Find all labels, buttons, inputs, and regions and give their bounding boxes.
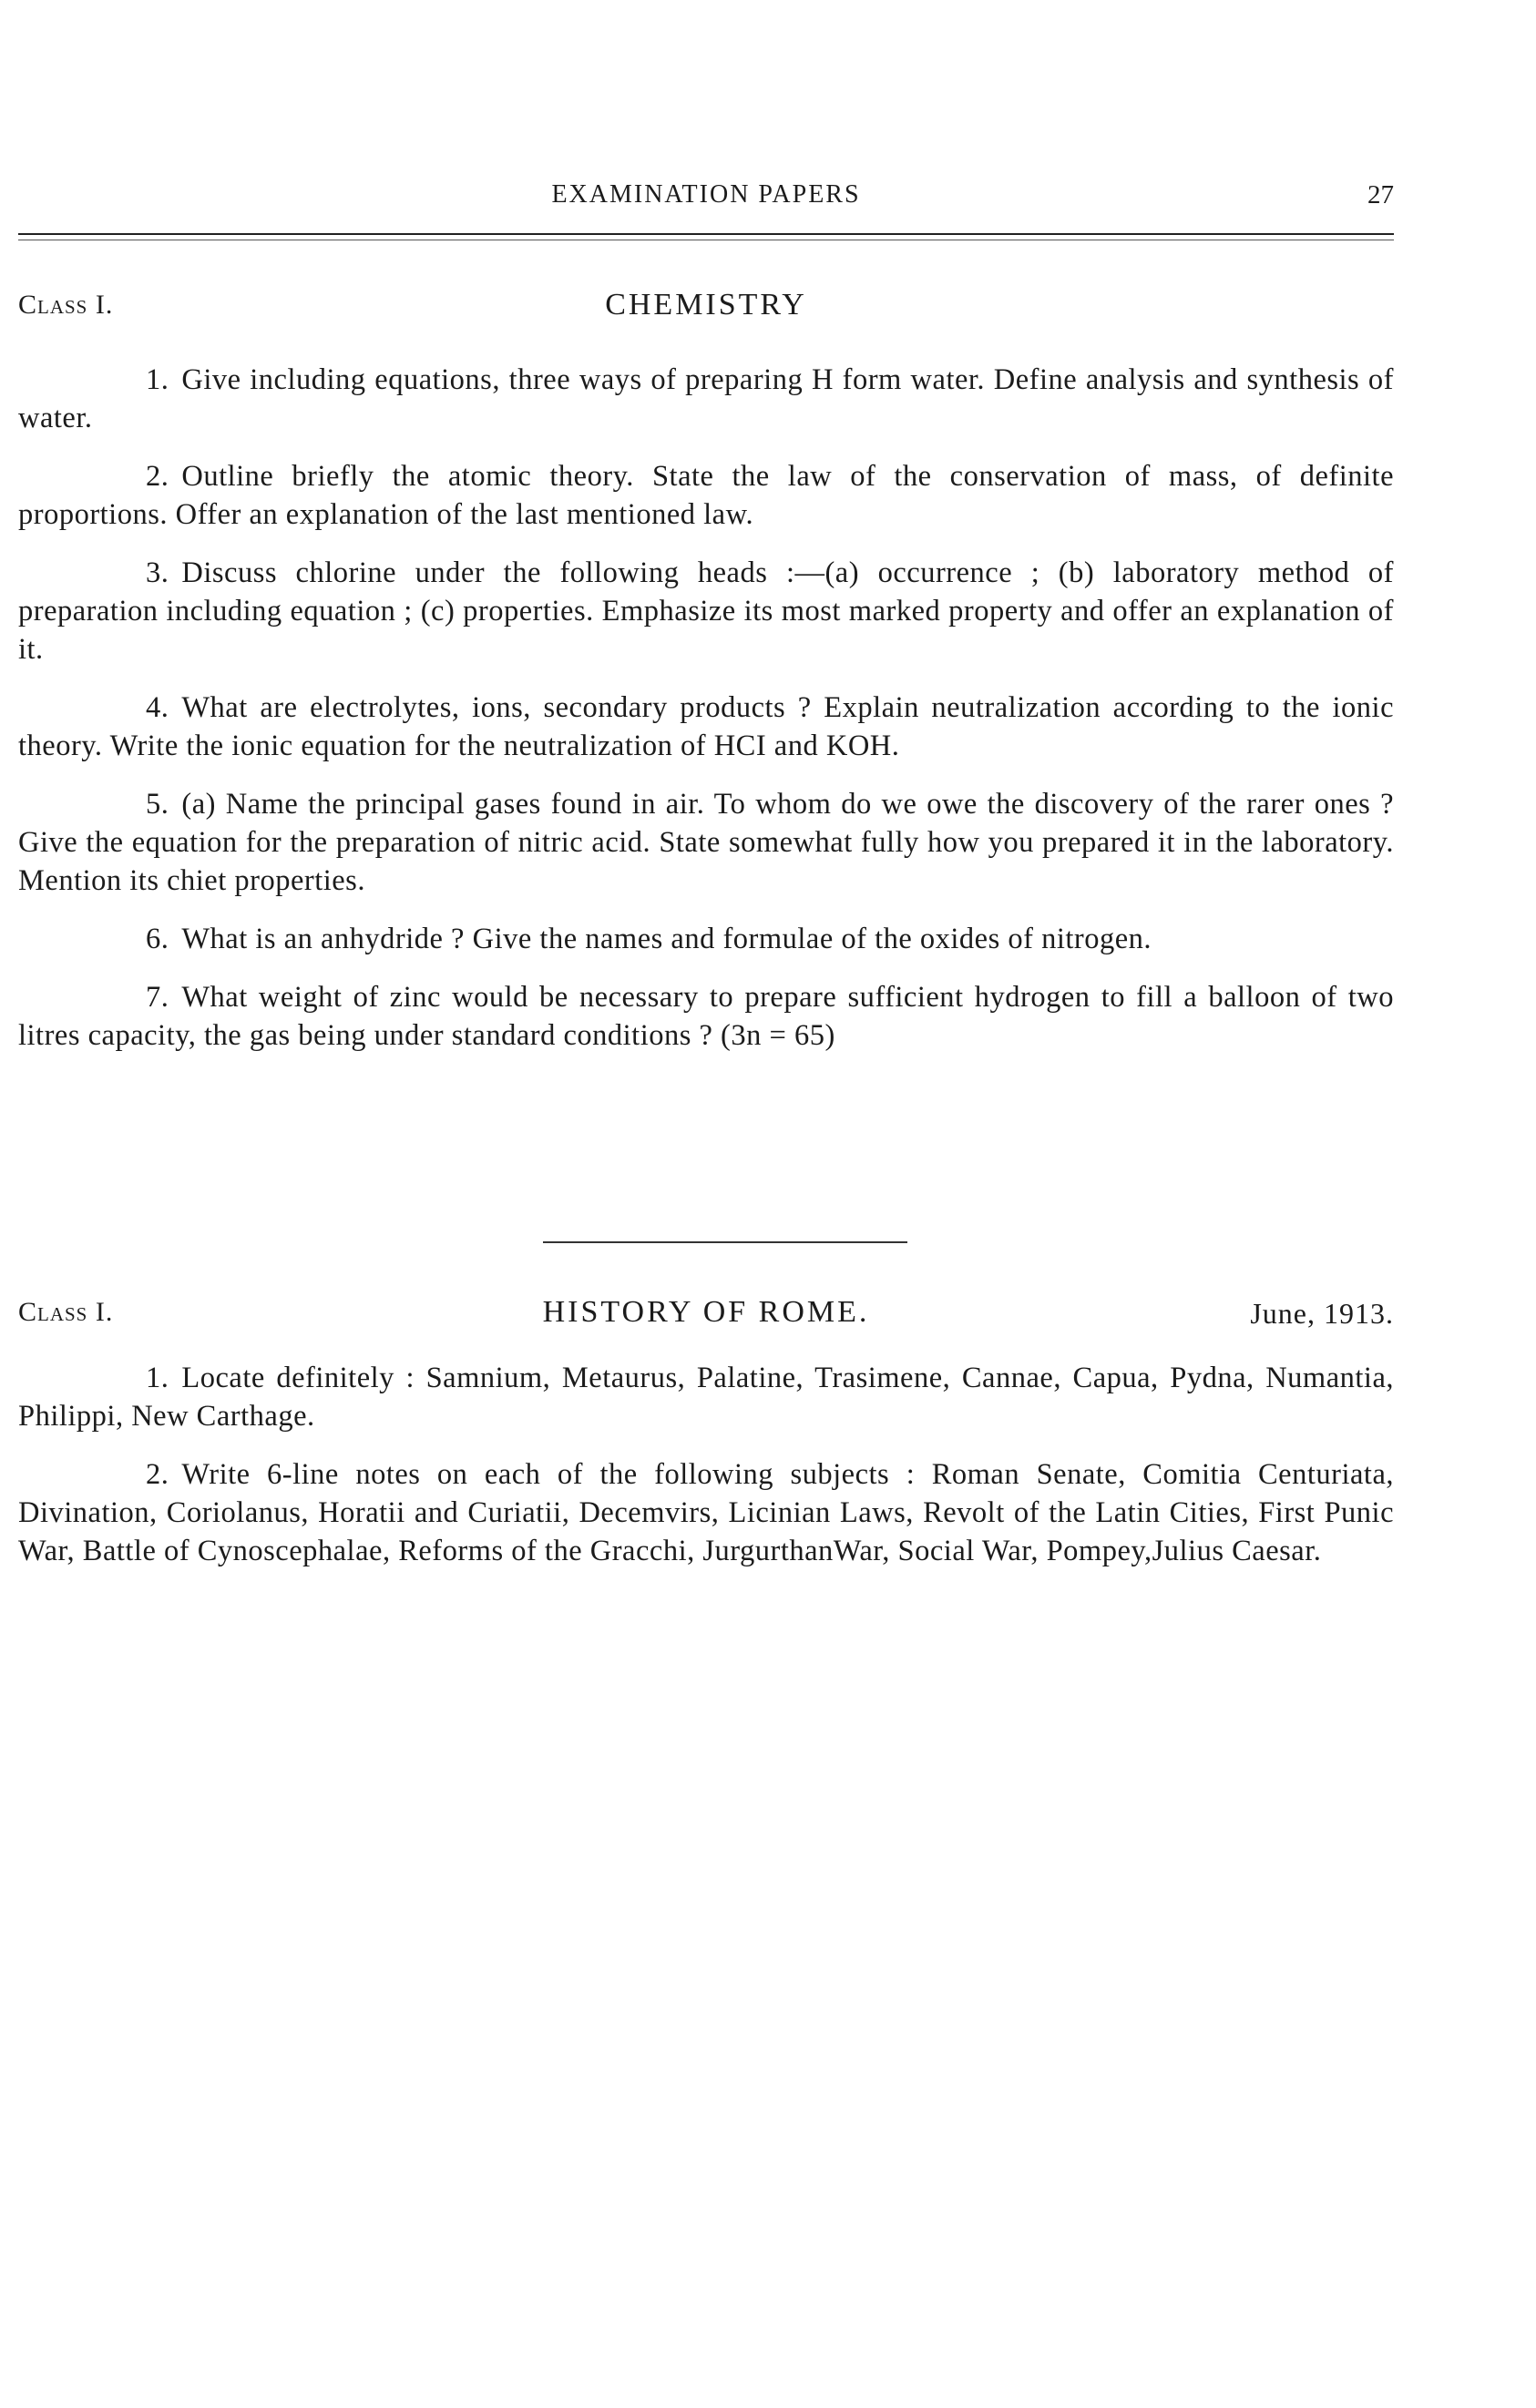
page-number: 27 [1367,180,1394,209]
question-item [18,689,1394,765]
running-title: EXAMINATION PAPERS [551,180,861,209]
question-text: What are electrolytes, ions, secondary products ? Explain neutralization according to the ionic theory. Write the ionic equation for the neutralization of HCI and KOH. [18,691,1394,762]
question-text: What weight of zinc would be necessary to prepare sufficient hydrogen to fill a balloon of two litres capacity, the gas being under standard conditions ? (3n = 65) [18,981,1394,1052]
question-number: 2. [146,460,169,493]
subject-title: CHEMISTRY [605,288,807,321]
question-number: 5. [146,788,169,821]
history-of-rome-section [18,1297,1394,1570]
section-heading [18,1297,1394,1337]
question-number: 2. [146,1458,169,1491]
question-item [18,1359,1394,1435]
exam-date: June, 1913. [1250,1297,1394,1330]
question-text: Locate definitely : Samnium, Metaurus, Palatine, Trasimene, Cannae, Capua, Pydna, Numantia, Philippi, New Carthage. [18,1362,1394,1433]
question-number: 6. [146,923,169,955]
question-text: Outline briefly the atomic theory. State the law of the conservation of mass, of definite proportions. Offer an explanation of the last mentioned law. [18,460,1394,531]
question-item [18,457,1394,534]
question-item [18,785,1394,900]
header-rule [18,233,1394,235]
question-number: 1. [146,363,169,396]
question-item [18,978,1394,1055]
chemistry-section [18,290,1394,1055]
question-item [18,920,1394,958]
question-item [18,361,1394,437]
section-divider [543,1241,907,1243]
class-label: Class I. [18,290,114,320]
section-heading [18,290,1394,330]
question-text: Discuss chlorine under the following heads :—(a) occurrence ; (b) laboratory method of preparation including equation ; (c) properties. Emphasize its most marked property and offer an explanation of it. [18,556,1394,666]
question-text: Give including equations, three ways of preparing H form water. Define analysis and synthesis of water. [18,363,1394,434]
running-head [18,180,1394,220]
question-number: 3. [146,556,169,589]
question-item [18,1455,1394,1570]
question-text: (a) Name the principal gases found in air. To whom do we owe the discovery of the rarer ones ? Give the equation for the preparation of nitric acid. State somewhat fully how you prepared it in the laboratory. Mention its chiet properties. [18,788,1394,897]
question-number: 4. [146,691,169,724]
question-text: What is an anhydride ? Give the names and formulae of the oxides of nitrogen. [181,923,1152,955]
question-number: 7. [146,981,169,1014]
question-text: Write 6-line notes on each of the following subjects : Roman Senate, Comitia Centuriata, Divination, Coriolanus, Horatii and Curiatii, Decemvirs, Licinian Laws, Revolt of the Latin Cities, First Punic War, Battle of Cynoscephalae, Reforms of the Gracchi, JurgurthanWar, Social War, Pompey,Julius Caesar. [18,1458,1394,1567]
class-label: Class I. [18,1297,114,1327]
question-item [18,554,1394,668]
subject-title: HISTORY OF ROME. [542,1295,870,1329]
question-number: 1. [146,1362,169,1394]
